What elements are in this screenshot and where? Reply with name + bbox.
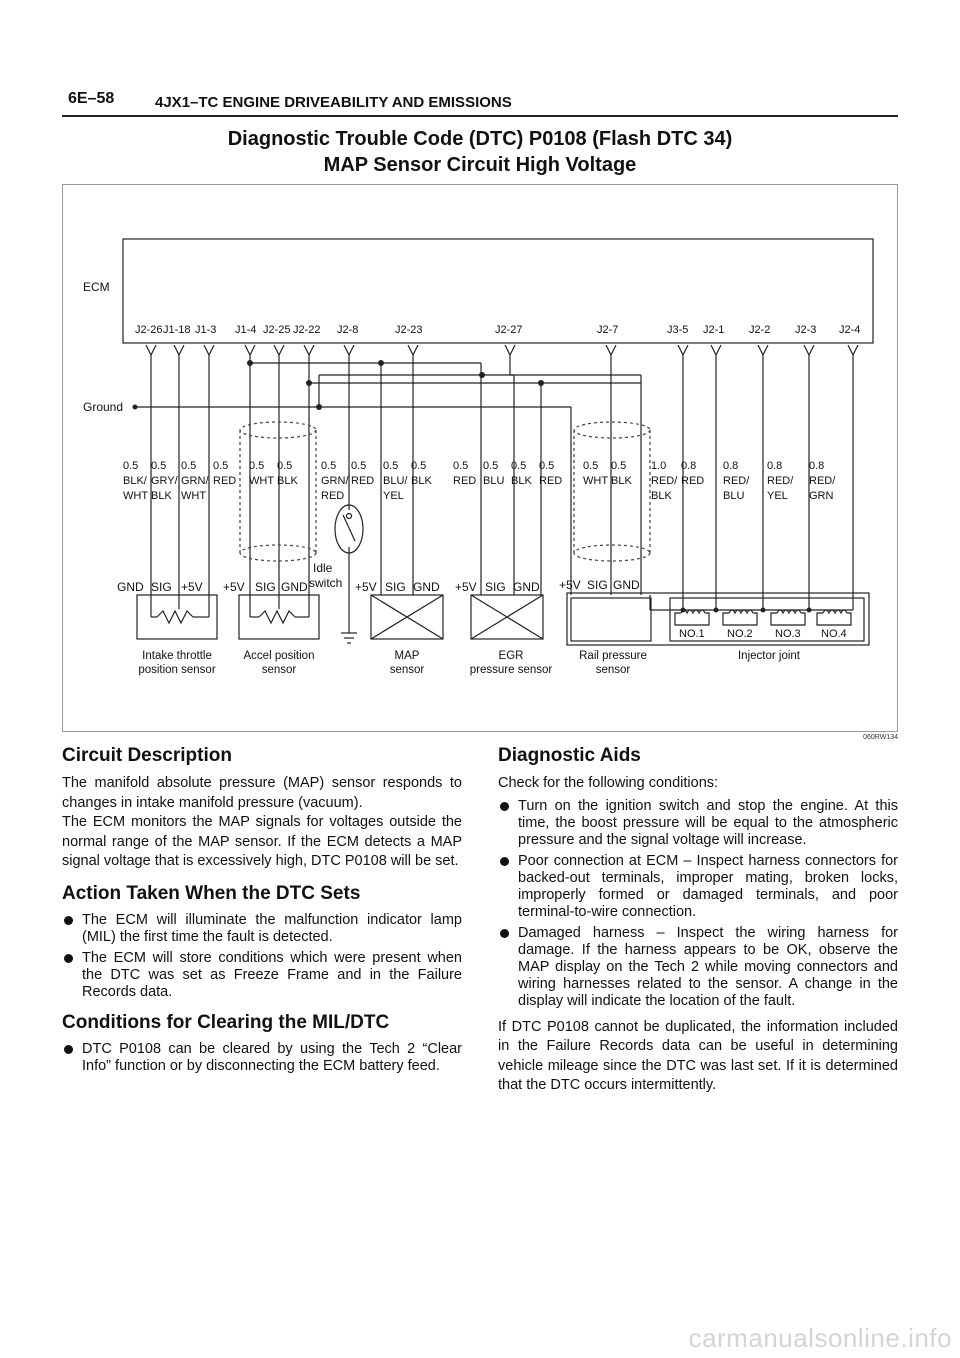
pin-5v: +5V — [223, 580, 245, 594]
terminal-label: J3-5 — [667, 324, 689, 336]
wire-label: WHT — [123, 490, 149, 502]
pin-5v: +5V — [355, 580, 377, 594]
figure-id: 060RW134 — [863, 734, 898, 741]
wire-label: BLK — [151, 490, 172, 502]
connector-mark — [408, 345, 418, 355]
wire-label: 0.5 — [351, 460, 367, 472]
terminal-label: J2-7 — [597, 324, 619, 336]
egr-sensor-label: EGR — [498, 650, 524, 662]
pin-gnd: GND — [613, 578, 640, 592]
wire-label: GRN/ — [181, 475, 209, 487]
wire-label: BLU/ — [383, 475, 408, 487]
pin-sig: SIG — [255, 580, 276, 594]
wire-label: BLK — [511, 475, 532, 487]
egr-sensor-label: pressure sensor — [469, 664, 553, 676]
pin-gnd: GND — [281, 580, 308, 594]
wire-label: 0.5 — [213, 460, 229, 472]
wire-label: RED/ — [651, 475, 678, 487]
wire-label: 0.5 — [321, 460, 337, 472]
wire-label: RED — [213, 475, 237, 487]
wiring-diagram — [62, 184, 898, 732]
terminal-label: J1-4 — [235, 324, 257, 336]
pin-gnd: GND — [413, 580, 440, 594]
terminal-label: J2-26 — [135, 324, 163, 336]
wire-label: 0.5 — [511, 460, 527, 472]
connector-mark — [274, 345, 284, 355]
bullet-icon — [500, 857, 509, 866]
aids-list — [498, 798, 898, 1010]
list-item: The ECM will illuminate the malfunction indicator lamp (MIL) the first time the fault is detected. — [62, 912, 462, 946]
wire-label: 0.5 — [539, 460, 555, 472]
wiring-diagram-svg — [63, 185, 899, 733]
clearing-list — [62, 1041, 462, 1075]
pin-gnd: GND — [117, 580, 144, 594]
wire-label: BLK/ — [123, 475, 147, 487]
terminal-label: J2-1 — [703, 324, 725, 336]
intake-sensor-label: Intake throttle — [142, 650, 212, 662]
circuit-description-p2: The ECM monitors the MAP signals for voltages outside the normal range of the MAP sensor. If the ECM detects a MAP signal voltage that is excessively high, DTC P0108 will be set. — [62, 814, 462, 869]
wire-label: 0.5 — [611, 460, 627, 472]
terminal-label: J1-3 — [195, 324, 217, 336]
wire-label: WHT — [181, 490, 207, 502]
wire-label: BLK — [611, 475, 632, 487]
wire-label: 0.8 — [681, 460, 697, 472]
wire-label: 0.5 — [277, 460, 293, 472]
wire-label: YEL — [767, 490, 788, 502]
page-title: Diagnostic Trouble Code (DTC) P0108 (Flash DTC 34) — [227, 128, 733, 150]
wire-label: RED — [453, 475, 477, 487]
circuit-description-heading: Circuit Description — [62, 745, 232, 766]
terminal-label: J2-25 — [263, 324, 291, 336]
wire-label: 0.5 — [151, 460, 167, 472]
left-column — [62, 744, 462, 1083]
diagnostic-aids-intro: Check for the following conditions: — [498, 775, 719, 791]
ecm-label: ECM — [83, 280, 110, 294]
intake-sensor-label: position sensor — [138, 664, 216, 676]
wire-label: WHT — [249, 475, 275, 487]
wire-label: 0.8 — [809, 460, 825, 472]
terminal-label: J2-22 — [293, 324, 321, 336]
map-sensor-label: MAP — [394, 650, 420, 662]
header-rule — [62, 115, 898, 117]
wire-label: RED/ — [767, 475, 794, 487]
terminal-label: J2-2 — [749, 324, 771, 336]
wire-label: GRN — [809, 490, 834, 502]
right-column — [498, 744, 898, 1104]
bullet-icon — [64, 954, 73, 963]
diagnostic-aids-heading: Diagnostic Aids — [498, 745, 641, 766]
wire-label: 0.5 — [411, 460, 427, 472]
injector-joint-label: Injector joint — [737, 650, 801, 662]
wire-label: GRY/ — [151, 475, 178, 487]
wire-label: RED — [681, 475, 705, 487]
wire-label: YEL — [383, 490, 404, 502]
list-item: Turn on the ignition switch and stop the engine. At this time, the boost pressure will be equal to the atmospheric pressure and the signal voltage will increase. — [498, 798, 898, 849]
pin-sig: SIG — [587, 578, 608, 592]
injector-label: NO.2 — [727, 628, 753, 640]
pin-5v: +5V — [559, 578, 581, 592]
wire-label: RED — [539, 475, 563, 487]
action-list — [62, 912, 462, 1001]
map-sensor-label: sensor — [389, 664, 425, 676]
pin-5v: +5V — [455, 580, 477, 594]
wire-label: 0.5 — [583, 460, 599, 472]
action-taken-heading: Action Taken When the DTC Sets — [62, 882, 361, 904]
terminal-label: J2-4 — [839, 324, 861, 336]
wire-label: WHT — [583, 475, 609, 487]
connector-mark — [174, 345, 184, 355]
wire-label: 0.5 — [181, 460, 197, 472]
wire-label: RED/ — [809, 475, 836, 487]
injector-label: NO.1 — [679, 628, 705, 640]
wire-label: BLK — [277, 475, 298, 487]
clearing-heading: Conditions for Clearing the MIL/DTC — [62, 1011, 390, 1033]
wire-label: RED — [321, 490, 345, 502]
connector-mark — [245, 345, 255, 355]
wire-label: 0.5 — [483, 460, 499, 472]
list-item: The ECM will store conditions which were present when the DTC was set as Freeze Frame and in the Failure Records data. — [62, 950, 462, 1001]
connector-mark — [344, 345, 354, 355]
connector-mark — [204, 345, 214, 355]
bullet-icon — [500, 802, 509, 811]
wire-label: 0.5 — [453, 460, 469, 472]
pin-sig: SIG — [485, 580, 506, 594]
connector-mark — [505, 345, 515, 355]
connector-mark — [848, 345, 858, 355]
wire-label: BLU — [723, 490, 745, 502]
list-item: Poor connection at ECM – Inspect harness connectors for backed-out terminals, improper mating, broken locks, improperly formed or damaged terminals, and poor terminal-to-wire connection. — [498, 853, 898, 921]
injector-label: NO.3 — [775, 628, 801, 640]
terminal-labels — [135, 324, 860, 336]
accel-sensor-label: Accel position — [243, 650, 315, 662]
pin-sig: SIG — [385, 580, 406, 594]
accel-sensor-label: sensor — [261, 664, 297, 676]
rail-sensor-label: sensor — [595, 664, 631, 676]
terminal-label: J2-27 — [495, 324, 523, 336]
terminal-label: J2-23 — [395, 324, 423, 336]
wire-label: 0.5 — [123, 460, 139, 472]
diagnostic-aids-paragraph: If DTC P0108 cannot be duplicated, the information included in the Failure Records data can be useful in determining vehicle mileage since the DTC was last set. If it is determined that the DTC occurs intermittently. — [498, 1018, 898, 1093]
wire-label: 0.5 — [383, 460, 399, 472]
watermark: carmanualsonline.info — [688, 1323, 952, 1353]
connector-mark — [711, 345, 721, 355]
ground-label: Ground — [83, 400, 124, 414]
bullet-icon — [500, 929, 509, 938]
page-number: 6E–58 — [68, 90, 115, 107]
wire-label: RED — [351, 475, 375, 487]
page-subtitle: MAP Sensor Circuit High Voltage — [323, 154, 637, 176]
wire-label: BLU — [483, 475, 505, 487]
wire-label: 0.8 — [723, 460, 739, 472]
wire-label: BLK — [411, 475, 432, 487]
injector-label: NO.4 — [821, 628, 847, 640]
pin-5v: +5V — [181, 580, 203, 594]
terminal-label: J2-3 — [795, 324, 817, 336]
list-item: Damaged harness – Inspect the wiring harness for damage. If the harness appears to be OK, observe the MAP display on the Tech 2 while moving connectors and wiring harnesses related to the sensor. A change in the display will indicate the location of the fault. — [498, 925, 898, 1010]
section-title: 4JX1–TC ENGINE DRIVEABILITY AND EMISSIONS — [155, 94, 512, 111]
connector-mark — [606, 345, 616, 355]
list-item: DTC P0108 can be cleared by using the Tech 2 “Clear Info” function or by disconnecting the ECM battery feed. — [62, 1041, 462, 1075]
connector-mark — [304, 345, 314, 355]
pin-gnd: GND — [513, 580, 540, 594]
connector-mark — [678, 345, 688, 355]
wire-label: RED/ — [723, 475, 750, 487]
wire-label: BLK — [651, 490, 672, 502]
idle-switch-label: Idle — [313, 561, 333, 575]
pin-sig: SIG — [151, 580, 172, 594]
terminal-label: J1-18 — [163, 324, 191, 336]
bullet-icon — [64, 1045, 73, 1054]
wire-label: 0.5 — [249, 460, 265, 472]
connector-mark — [146, 345, 156, 355]
idle-switch-label: switch — [309, 576, 343, 590]
terminal-label: J2-8 — [337, 324, 359, 336]
rail-sensor-label: Rail pressure — [579, 650, 647, 662]
circuit-description-p1: The manifold absolute pressure (MAP) sensor responds to changes in intake manifold pressure (vacuum). — [62, 775, 462, 811]
connector-mark — [758, 345, 768, 355]
wire-label: 1.0 — [651, 460, 667, 472]
bullet-icon — [64, 916, 73, 925]
wire-label: 0.8 — [767, 460, 783, 472]
wire-label: GRN/ — [321, 475, 349, 487]
connector-mark — [804, 345, 814, 355]
